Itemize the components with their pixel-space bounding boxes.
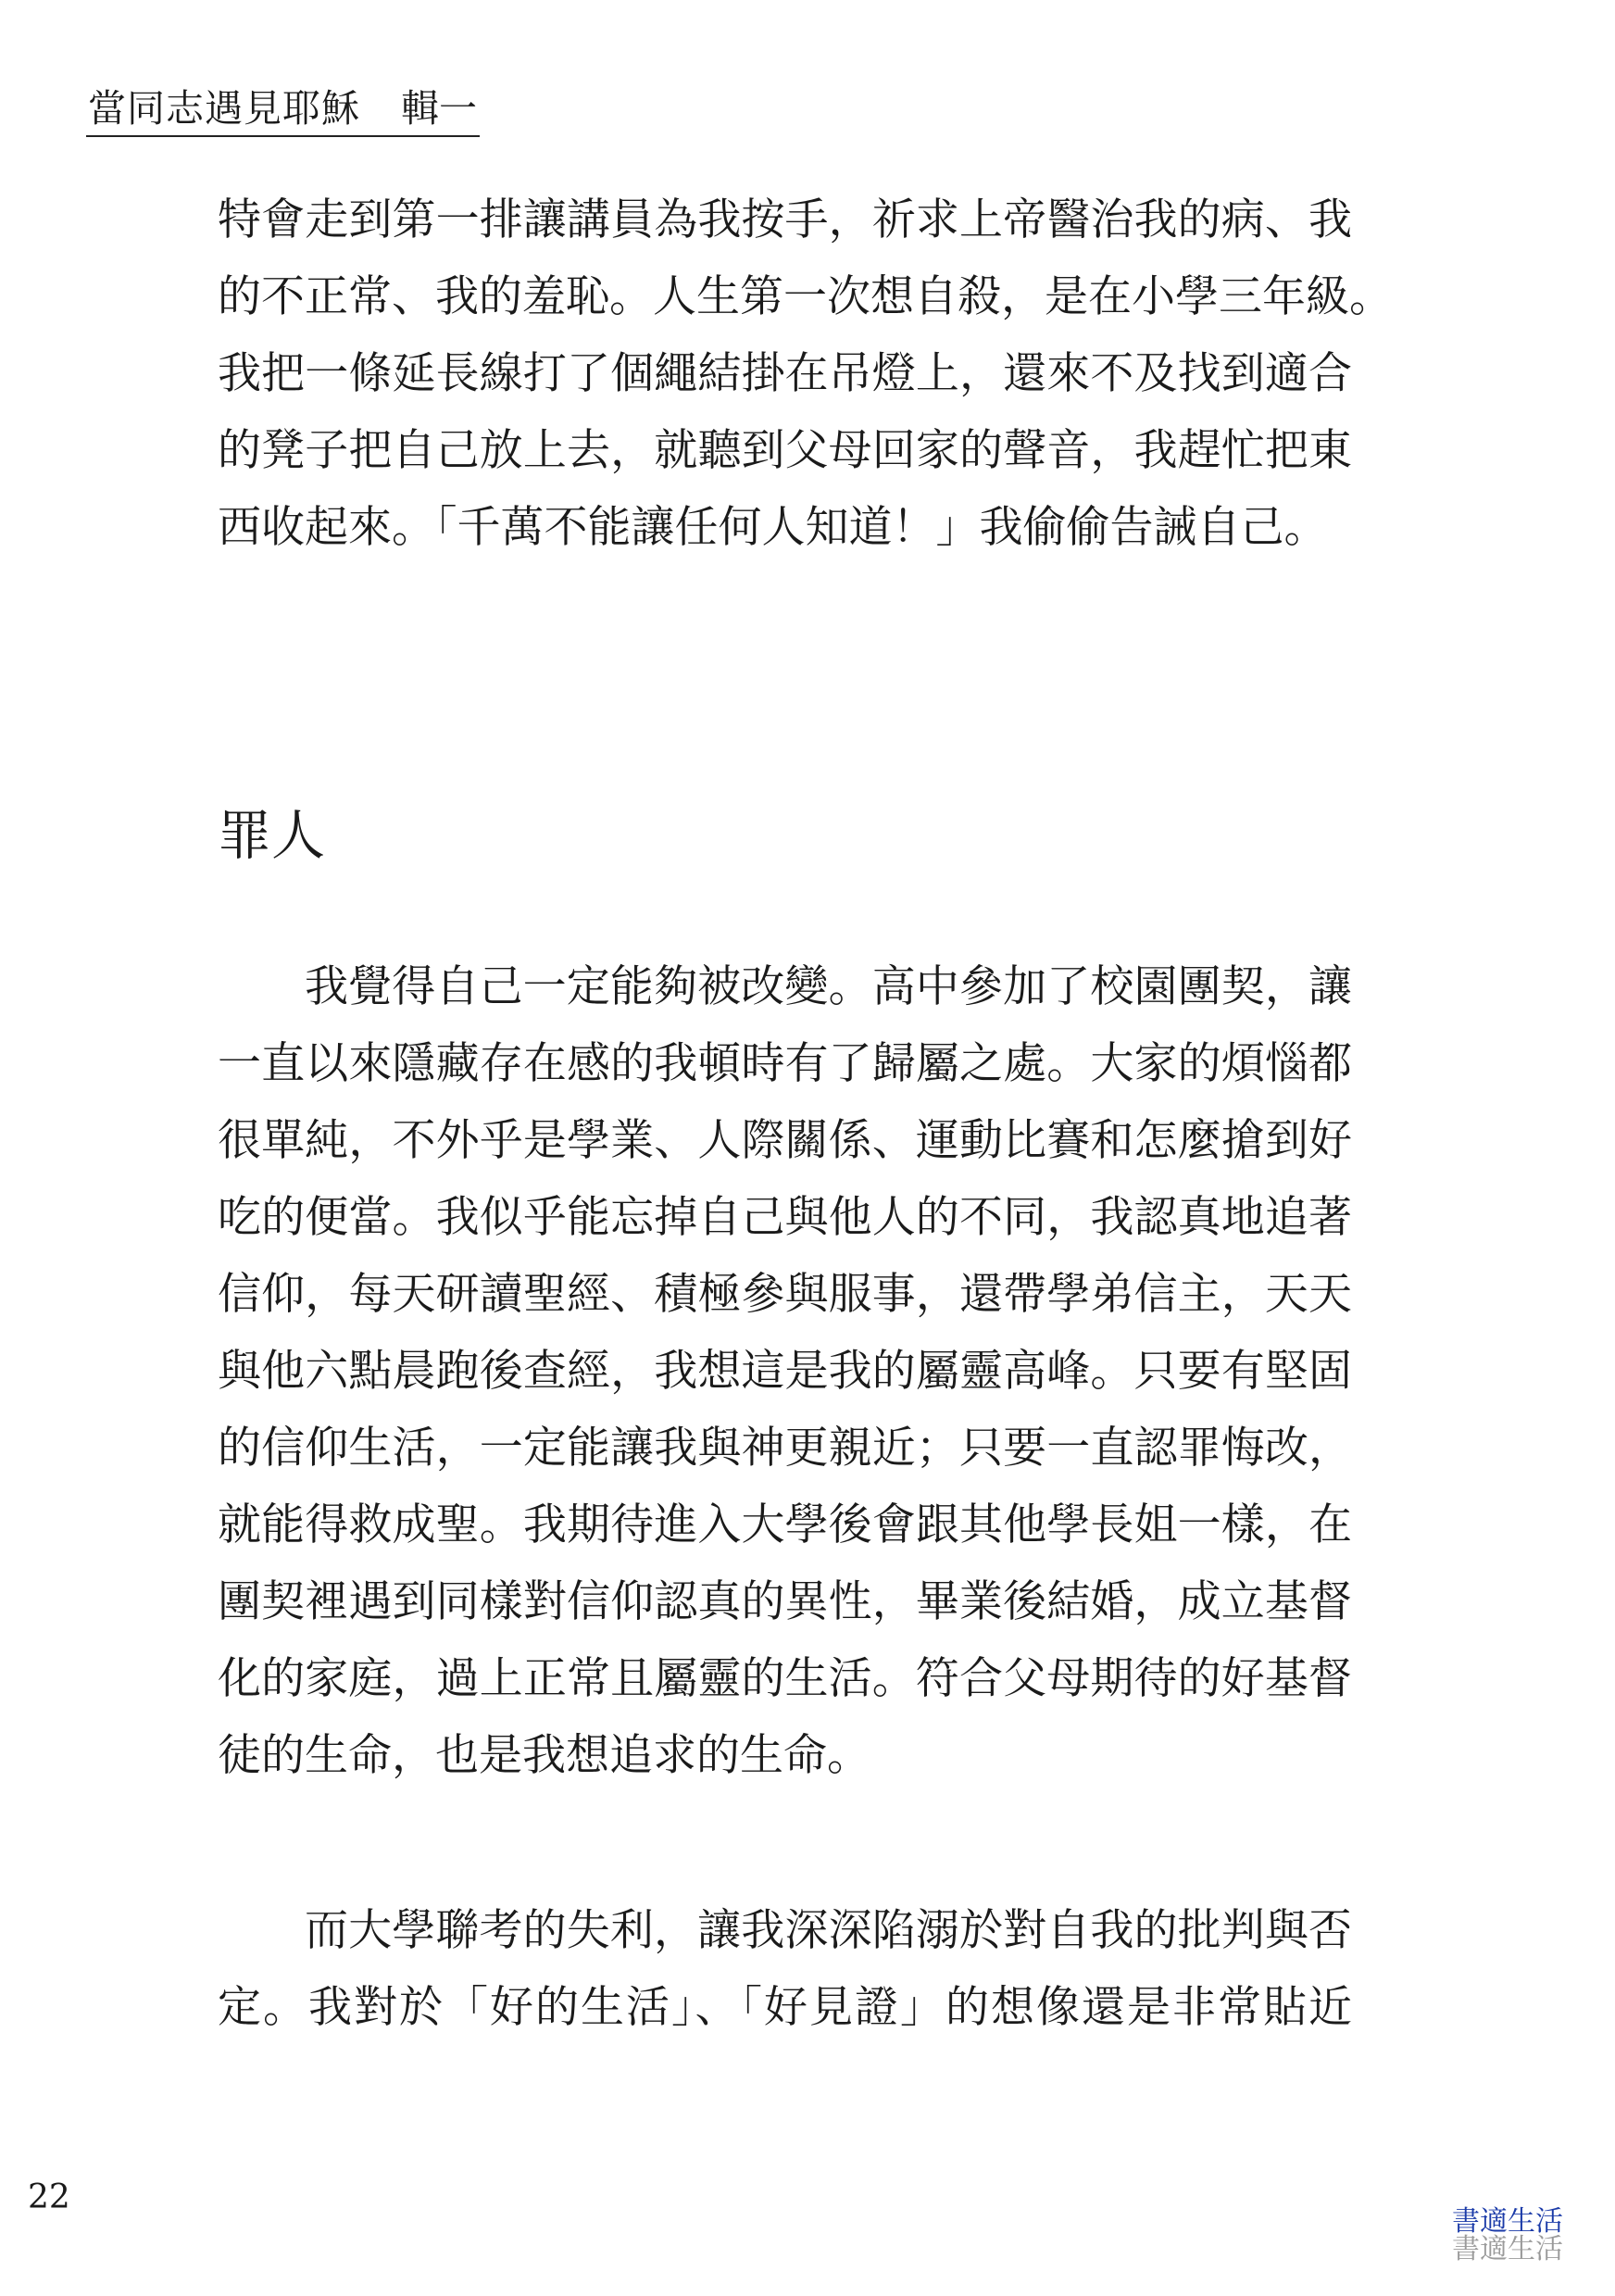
text-line: 徒的生命，也是我想追求的生命。	[218, 1730, 870, 1781]
text-line: 就能得救成聖。我期待進入大學後會跟其他學長姐一樣，在	[218, 1499, 1352, 1550]
publisher-watermark	[1452, 2205, 1563, 2265]
text-line: 化的家庭，過上正常且屬靈的生活。符合父母期待的好基督	[218, 1653, 1352, 1704]
book-title: 當同志遇見耶穌	[88, 86, 360, 131]
text-line: 特會走到第一排讓講員為我按手，祈求上帝醫治我的病、我	[218, 194, 1352, 245]
section-heading: 罪人	[218, 804, 326, 867]
text-line: 信仰，每天研讀聖經、積極參與服事，還帶學弟信主，天天	[218, 1269, 1352, 1320]
text-line: 的不正常、我的羞恥。人生第一次想自殺，是在小學三年級。	[218, 271, 1393, 322]
watermark-line: 書適生活	[1452, 2233, 1563, 2265]
text-line: 的信仰生活，一定能讓我與神更親近；只要一直認罪悔改，	[218, 1423, 1352, 1474]
text-line: 定。我對於「好的生活」、「好見證」的想像還是非常貼近	[218, 1982, 1352, 2033]
text-line: 吃的便當。我似乎能忘掉自己與他人的不同，我認真地追著	[218, 1192, 1352, 1243]
paragraph	[218, 948, 1352, 1794]
section-label: 輯一	[401, 86, 477, 131]
text-line: 很單純，不外乎是學業、人際關係、運動比賽和怎麼搶到好	[218, 1115, 1352, 1166]
text-line: 西收起來。「千萬不能讓任何人知道！」我偷偷告誡自己。	[218, 502, 1328, 553]
page-number: 22	[28, 2178, 70, 2216]
text-line: 而大學聯考的失利，讓我深深陷溺於對自我的批判與否	[305, 1905, 1352, 1956]
text-line: 我把一條延長線打了個繩結掛在吊燈上，還來不及找到適合	[218, 348, 1352, 399]
text-line: 我覺得自己一定能夠被改變。高中參加了校園團契，讓	[305, 961, 1352, 1012]
paragraph	[218, 1892, 1352, 2046]
text-line: 的凳子把自己放上去，就聽到父母回家的聲音，我趕忙把東	[218, 425, 1352, 476]
text-line: 團契裡遇到同樣對信仰認真的異性，畢業後結婚，成立基督	[218, 1576, 1352, 1627]
running-head	[86, 70, 480, 137]
text-line: 一直以來隱藏存在感的我頓時有了歸屬之處。大家的煩惱都	[218, 1038, 1352, 1089]
watermark-line: 書適生活	[1452, 2205, 1563, 2238]
paragraph-continuation	[218, 182, 1393, 566]
text-line: 與他六點晨跑後查經，我想這是我的屬靈高峰。只要有堅固	[218, 1346, 1352, 1397]
